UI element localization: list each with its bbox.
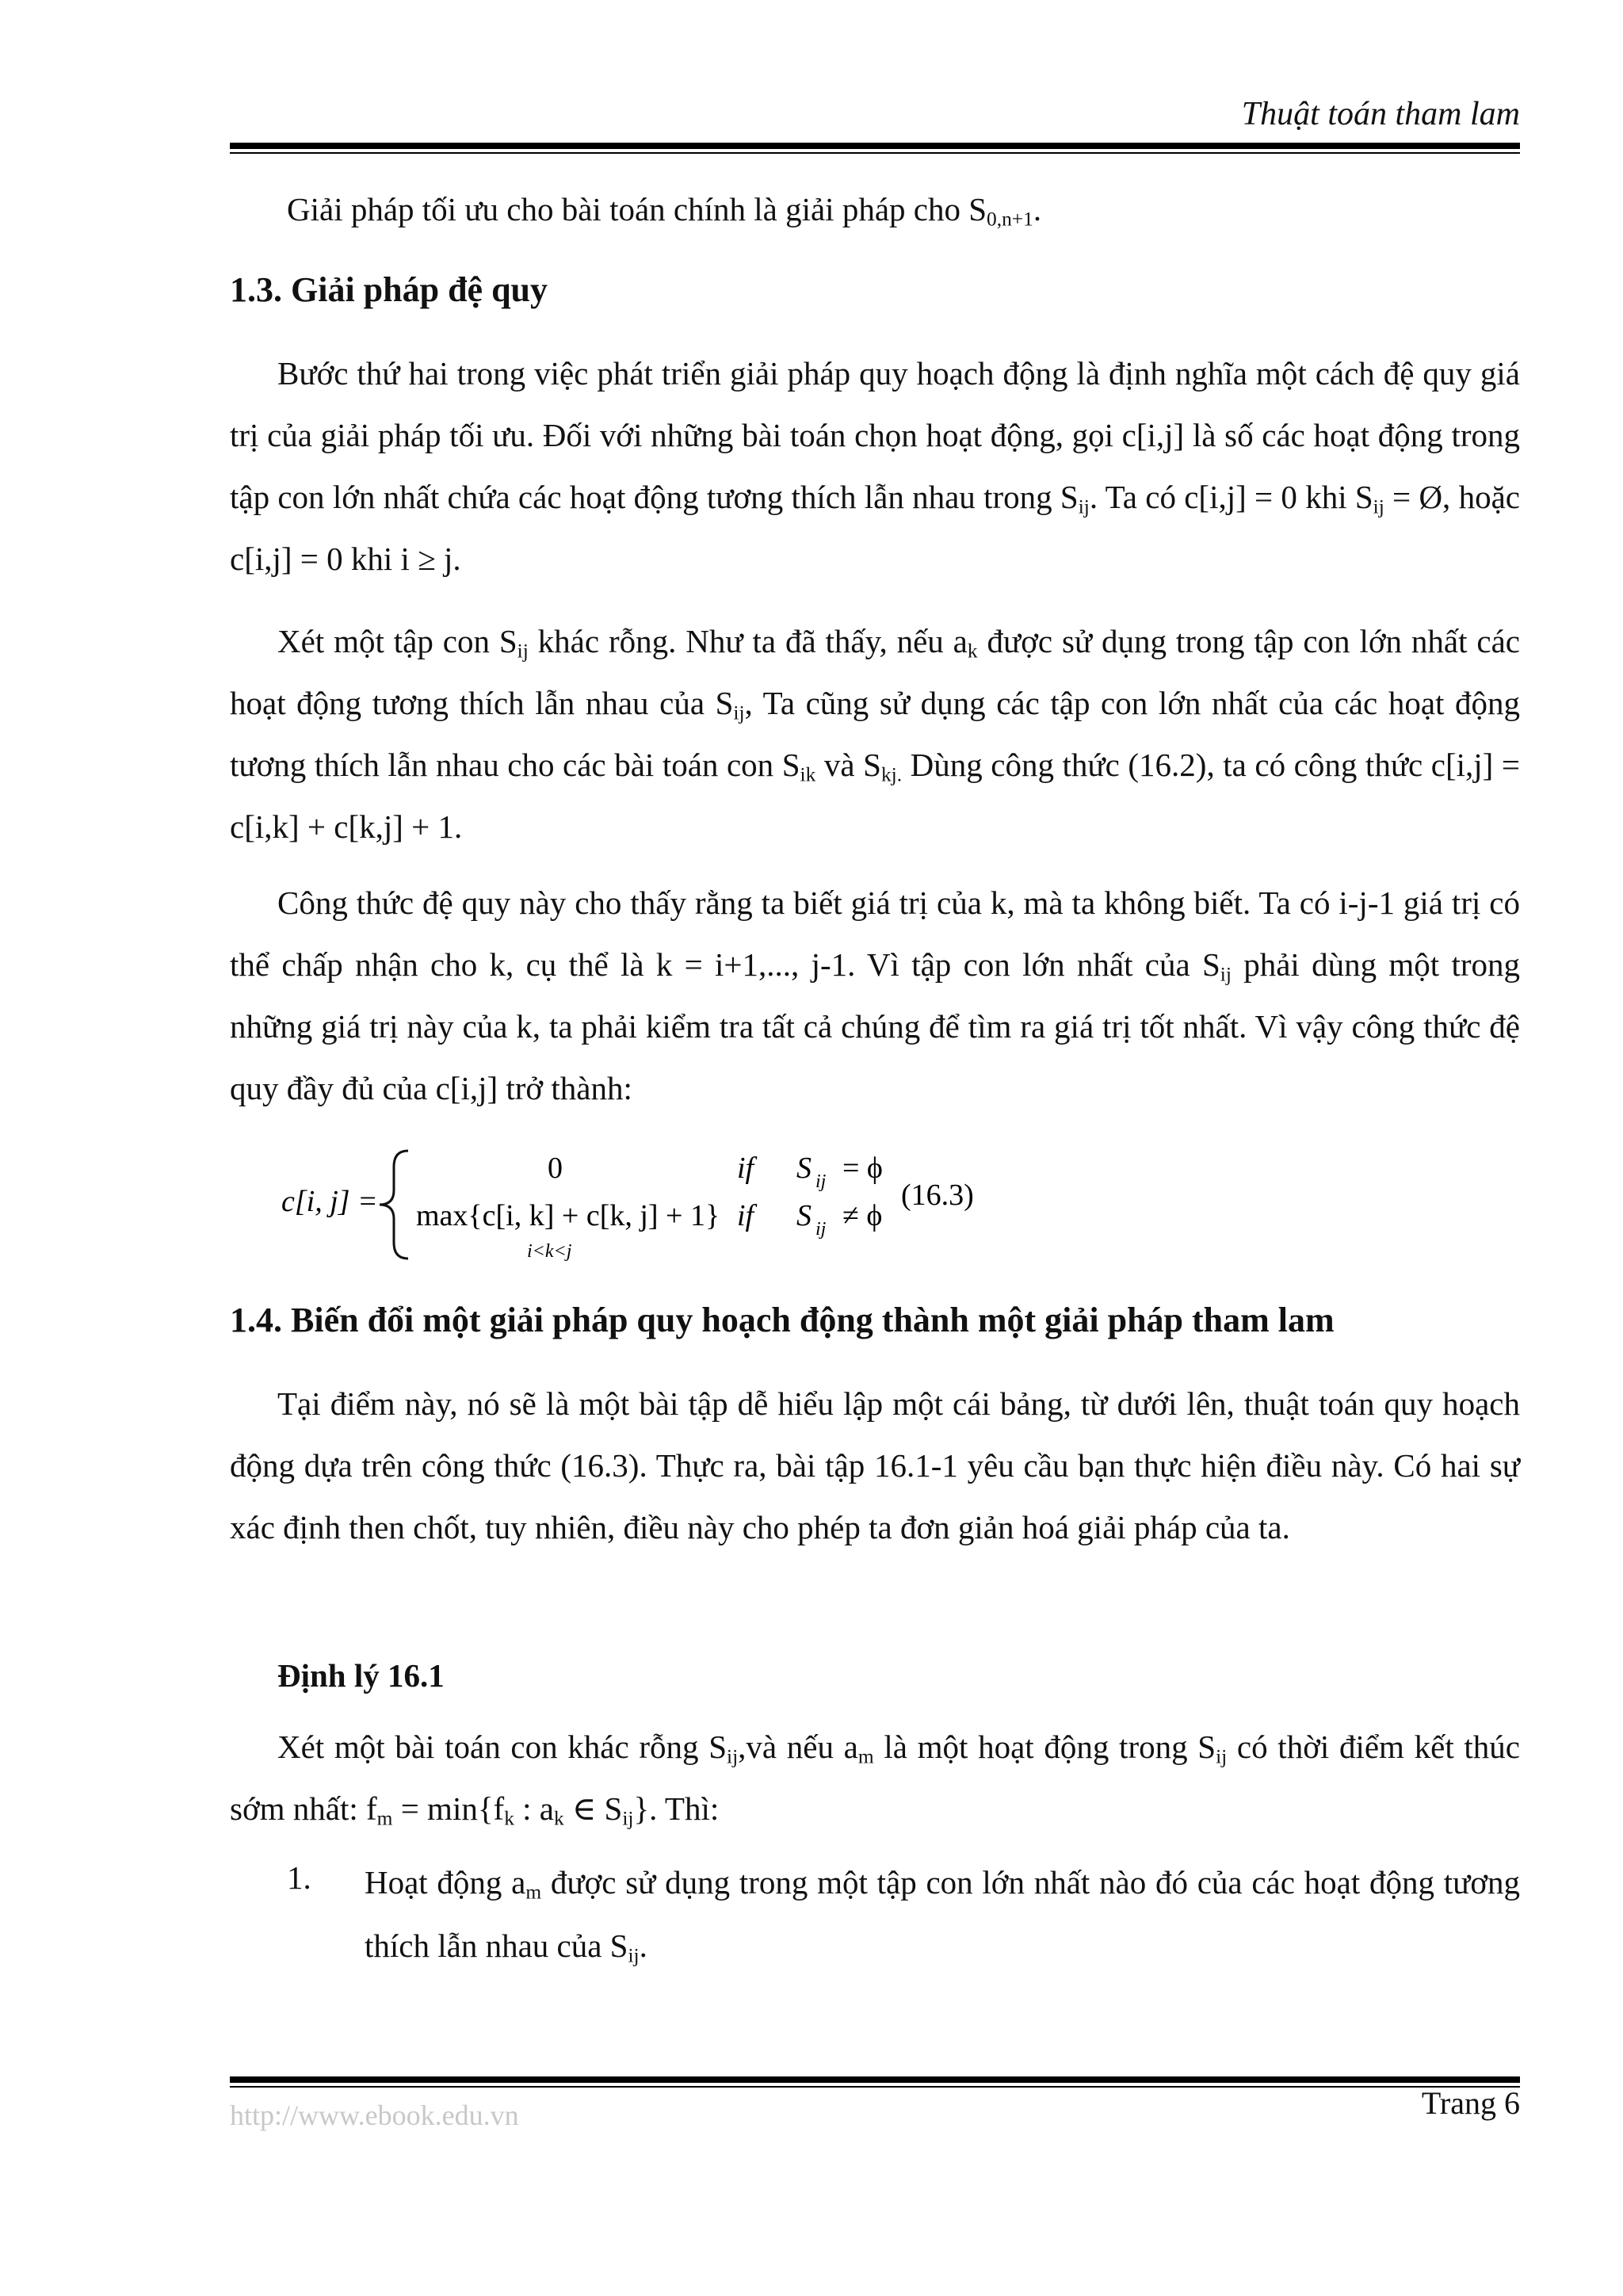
formula-case2-sub: ij (815, 1219, 827, 1240)
formula-case2-value: max{c[i, k] + c[k, j] + 1} (416, 1199, 720, 1232)
formula-case1-rel: = ϕ (842, 1152, 883, 1185)
header-rule (230, 143, 1520, 149)
formula-case1-S: S (796, 1152, 812, 1185)
footer-rule-thin (230, 2086, 1520, 2088)
formula-case1-sub: ij (815, 1171, 827, 1192)
paragraph: Tại điểm này, nó sẽ là một bài tập dễ hiểu lập một cái bảng, từ dưới lên, thuật toán quy hoạch động dựa trên công thức (16.3). Thực ra, bài tập 16.1-1 yêu cầu bạn thực hiện điều này. Có hai sự xác định then chốt, tuy nhiên, điều này cho phép ta đơn giản hoá giải pháp của ta. (230, 1385, 1520, 1545)
formula-case1-if: if (737, 1152, 754, 1185)
list-item-text: Hoạt động $a_m$ được sử dụng trong một tập con lớn nhất nào đó của các hoạt động tương thích lẫn nhau của $S_{ij}$. (365, 1864, 1520, 1967)
recurrence-formula (281, 1125, 1058, 1276)
formula-case2-under: i<k<j (527, 1241, 572, 1262)
page-number: Trang 6 (1421, 2085, 1520, 2121)
section-heading-1-3: 1.3. Giải pháp đệ quy (230, 270, 548, 309)
formula-number: (16.3) (901, 1179, 974, 1212)
paragraph: Bước thứ hai trong việc phát triển giải pháp quy hoạch động là định nghĩa một cách đệ quy giá trị của giải pháp tối ưu. Đối với những bài toán chọn hoạt động, gọi c[i,j] là số các hoạt động trong tập con lớn nhất chứa các hoạt động tương thích lẫn nhau trong $S_{ij}$. Ta có c[i,j] = 0 khi $S_{ij}$ = Ø, hoặc c[i,j] = 0 khi i ≥ j. (230, 355, 1520, 577)
running-header: Thuật toán tham lam (1241, 96, 1520, 132)
paragraph: Xét một tập con $S_{ij}$ khác rỗng. Như ta đã thấy, nếu $a_k$ được sử dụng trong tập con lớn nhất các hoạt động tương thích lẫn nhau của $S_{ij}$, Ta cũng sử dụng các tập con lớn nhất của các hoạt động tương thích lẫn nhau cho các bài toán con $S_{ik}$ và $S_{kj.}$ Dùng công thức (16.2), ta có công thức c[i,j] = c[i,k] + c[k,j] + 1. (230, 623, 1521, 845)
paragraph: Xét một bài toán con khác rỗng $S_{ij},và$ nếu $a_m$ là một hoạt động trong $S_{ij}$ có thời điểm kết thúc sớm nhất: $f_m = \min\{f_k$ : $a_k$ ∈ $S_{ij}$}. Thì: (230, 1729, 1520, 1830)
footer-url-watermark: http://www.ebook.edu.vn (230, 2099, 519, 2131)
footer-rule (230, 2076, 1520, 2083)
formula-case1-value: 0 (548, 1152, 563, 1185)
formula-case2-S: S (796, 1199, 812, 1232)
formula-brace (380, 1151, 408, 1259)
paragraph: Công thức đệ quy này cho thấy rằng ta biết giá trị của k, mà ta không biết. Ta có i-j-1 giá trị có thể chấp nhận cho k, cụ thể là k = i+1,..., j-1. Vì tập con lớn nhất của $S_{ij}$ phải dùng một trong những giá trị này của k, ta phải kiểm tra tất cả chúng để tìm ra giá trị tốt nhất. Vì vậy công thức đệ quy đầy đủ của c[i,j] trở thành: (230, 884, 1520, 1106)
formula-case2-rel: ≠ ϕ (842, 1199, 883, 1232)
formula-lhs: c[i, j] = (281, 1185, 378, 1218)
header-rule-thin (230, 152, 1520, 154)
section-heading-1-4: 1.4. Biến đổi một giải pháp quy hoạch động thành một giải pháp tham lam (230, 1301, 1335, 1339)
formula-case2-if: if (737, 1199, 754, 1232)
intro-line: Giải pháp tối ưu cho bài toán chính là giải pháp cho $S_{0,n+1}$. (287, 191, 1042, 231)
list-item-number: 1. (287, 1859, 311, 1896)
theorem-title: Định lý 16.1 (277, 1657, 445, 1694)
